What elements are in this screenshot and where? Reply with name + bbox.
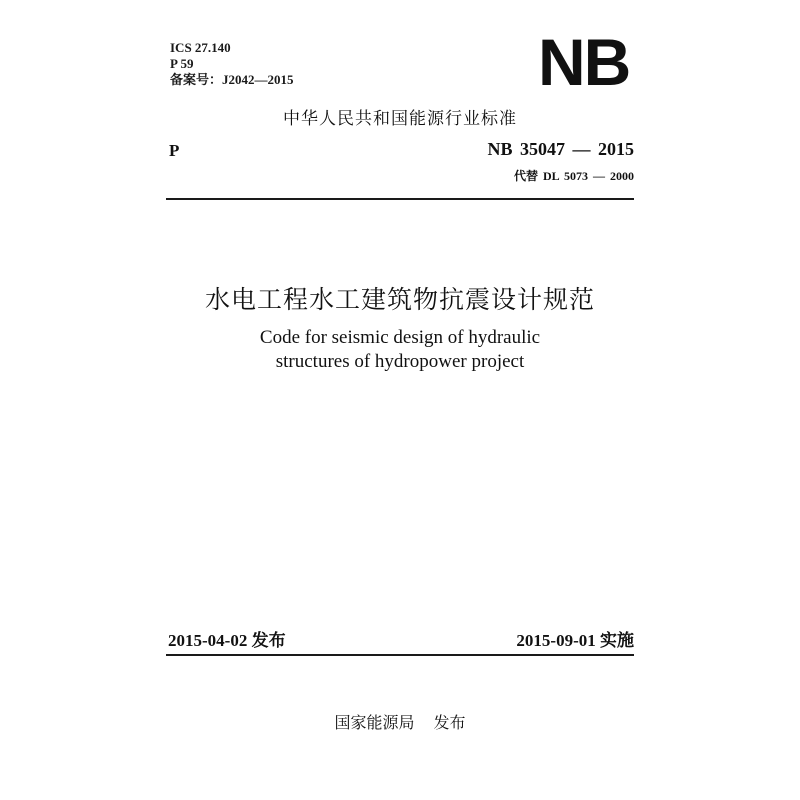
publisher: 国家能源局 发布	[334, 713, 466, 732]
ccs-code: P 59	[170, 56, 194, 71]
nb-logo: NB	[538, 25, 630, 99]
document-title-zh: 水电工程水工建筑物抗震设计规范	[204, 285, 595, 314]
ics-code: ICS 27.140	[170, 40, 231, 55]
filing-number: 备案号：J2042—2015	[170, 72, 294, 87]
effective-date: 2015-09-01 实施	[516, 631, 634, 650]
top-divider	[166, 198, 634, 200]
issue-date: 2015-04-02 发布	[168, 631, 286, 650]
document-title-en-line1: Code for seismic design of hydraulic	[259, 327, 541, 348]
supersedes-note: 代替 DL 5073 — 2000	[513, 169, 634, 183]
org-title: 中华人民共和国能源行业标准	[283, 109, 517, 129]
document-title-en-line2: structures of hydropower project	[275, 351, 525, 372]
bottom-divider	[166, 654, 634, 656]
standard-number: NB 35047 — 2015	[487, 139, 634, 159]
class-code: P	[169, 141, 180, 160]
